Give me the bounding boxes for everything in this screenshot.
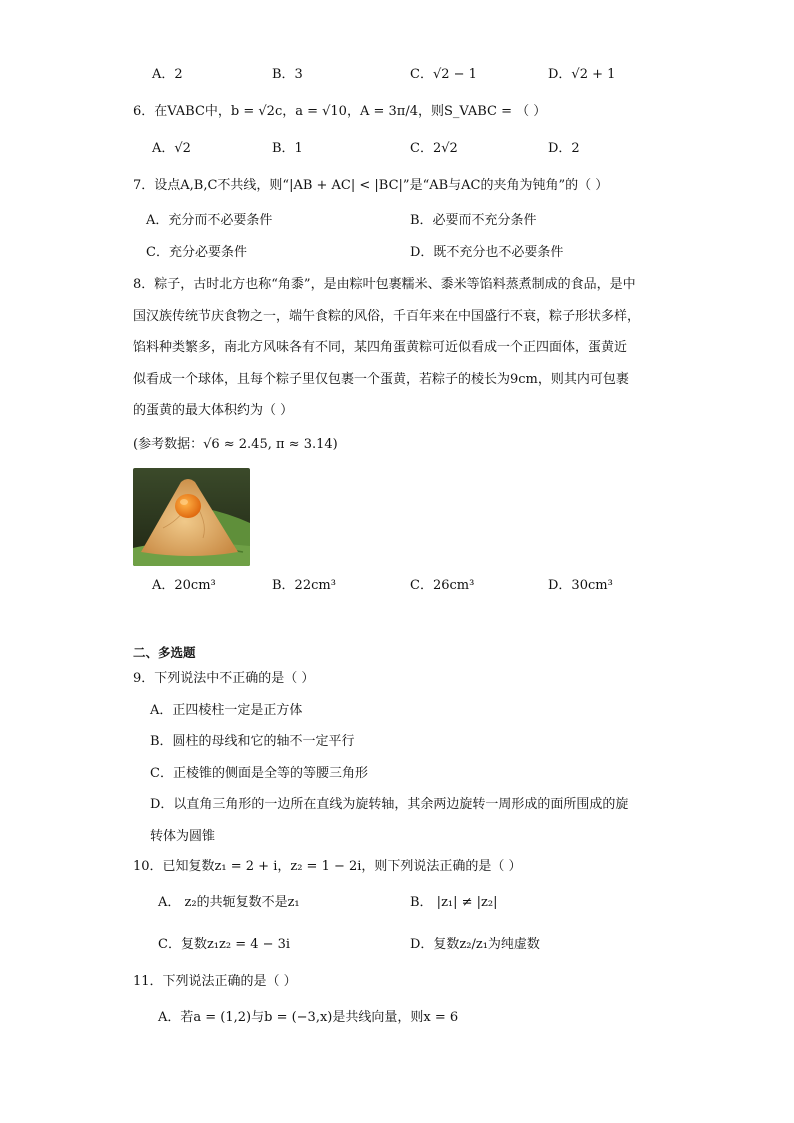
- q8-reference-data: (参考数据：√6 ≈ 2.45, π ≈ 3.14): [133, 437, 338, 452]
- q9-stem: 9．下列说法中不正确的是（ ）: [133, 671, 315, 686]
- q10-option-a: A． z₂的共轭复数不是z₁: [158, 895, 300, 910]
- q6-option-c: C．2√2: [410, 141, 458, 156]
- zongzi-photo: [133, 468, 250, 566]
- q10-option-c: C．复数z₁z₂ = 4 − 3i: [158, 937, 291, 952]
- q9-option-c: C．正棱锥的侧面是全等的等腰三角形: [150, 766, 368, 781]
- q9-option-d-line-1: D．以直角三角形的一边所在直线为旋转轴，其余两边旋转一周形成的面所围成的旋: [150, 797, 629, 812]
- q7-option-a: A．充分而不必要条件: [146, 213, 273, 228]
- q9-option-a: A．正四棱柱一定是正方体: [150, 703, 303, 718]
- q7-stem: 7．设点A,B,C不共线，则“|AB + AC| < |BC|”是“AB与AC的夹角为钝角”的（ ）: [133, 178, 609, 193]
- q5-option-b: B．3: [272, 67, 303, 82]
- q10-option-b: B． |z₁| ≠ |z₂|: [410, 895, 498, 910]
- q8-line-2: 国汉族传统节庆食物之一，端午食粽的风俗，千百年来在中国盛行不衰，粽子形状多样，: [133, 309, 641, 324]
- q5-option-c: C．√2 − 1: [410, 67, 477, 82]
- section-title-multiple-choice: 二、多选题: [133, 645, 196, 660]
- q7-option-c: C．充分必要条件: [146, 245, 247, 260]
- q8-option-c: C．26cm³: [410, 578, 475, 593]
- q8-line-5: 的蛋黄的最大体积约为（ ）: [133, 403, 294, 418]
- q9-option-b: B．圆柱的母线和它的轴不一定平行: [150, 734, 355, 749]
- q8-option-a: A．20cm³: [152, 578, 216, 593]
- q9-option-d-line-2: 转体为圆锥: [150, 829, 216, 844]
- q6-option-a: A．√2: [152, 141, 191, 156]
- q8-line-4: 似看成一个球体，且每个粽子里仅包裹一个蛋黄，若粽子的棱长为9cm，则其内可包裹: [133, 372, 629, 387]
- q10-option-d: D．复数z₂/z₁为纯虚数: [410, 937, 540, 952]
- q8-line-1: 8．粽子，古时北方也称“角黍”，是由粽叶包裹糯米、黍米等馅料蒸煮制成的食品，是中: [133, 277, 636, 292]
- q5-option-a: A．2: [152, 67, 183, 82]
- q8-option-d: D．30cm³: [548, 578, 613, 593]
- q6-stem: 6．在VABC中，b = √2c，a = √10，A = 3π/4，则S_VABC = （ ）: [133, 104, 547, 119]
- q6-option-d: D．2: [548, 141, 580, 156]
- q6-option-b: B．1: [272, 141, 303, 156]
- q5-option-d: D．√2 + 1: [548, 67, 616, 82]
- q8-option-b: B．22cm³: [272, 578, 336, 593]
- q7-option-d: D．既不充分也不必要条件: [410, 245, 564, 260]
- q11-option-a: A．若a = (1,2)与b = (−3,x)是共线向量，则x = 6: [158, 1010, 459, 1025]
- q7-option-b: B．必要而不充分条件: [410, 213, 537, 228]
- q11-stem: 11．下列说法正确的是（ ）: [133, 974, 297, 989]
- q10-stem: 10．已知复数z₁ = 2 + i，z₂ = 1 − 2i，则下列说法正确的是（ ）: [133, 859, 522, 874]
- q8-line-3: 馅料种类繁多，南北方风味各有不同，某四角蛋黄粽可近似看成一个正四面体，蛋黄近: [133, 340, 628, 355]
